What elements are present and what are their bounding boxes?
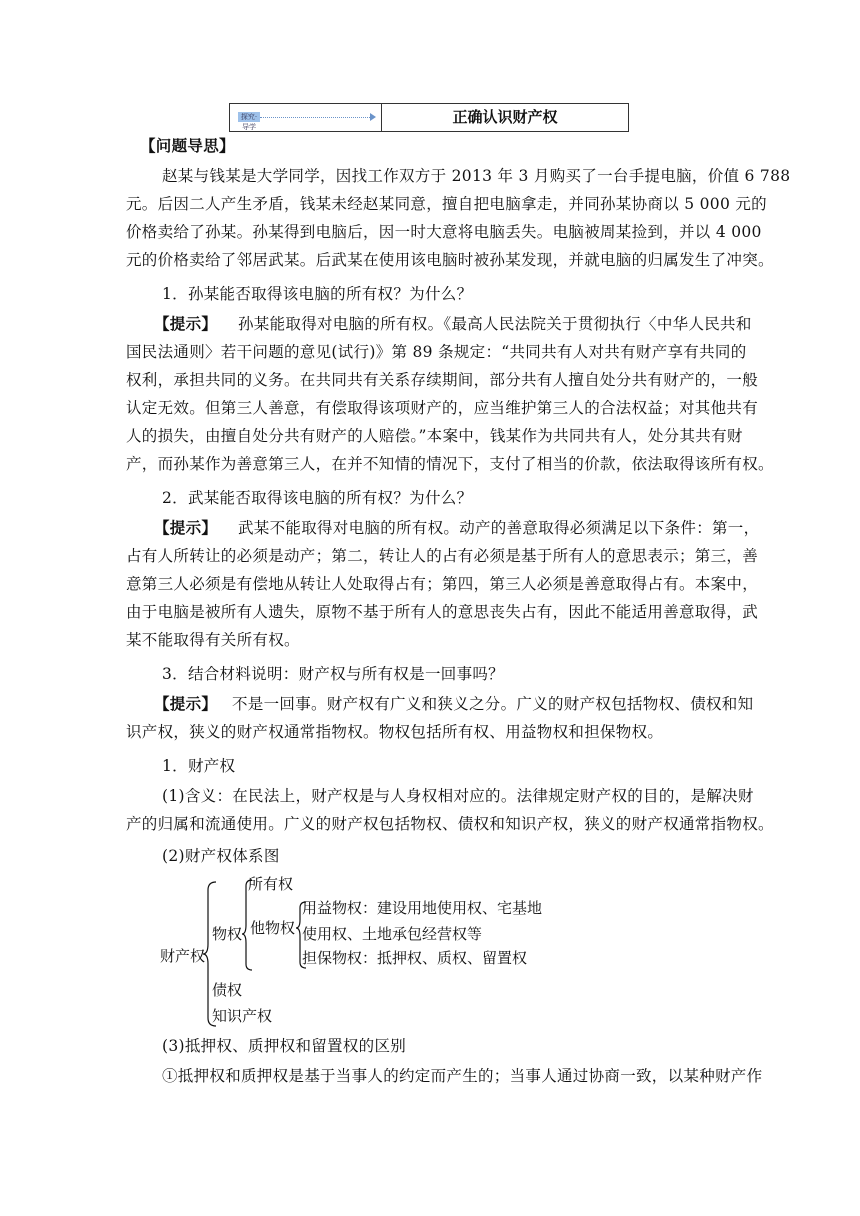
answer-line: 意第三人必须是有偿地从转让人处取得占有；第四，第三人必须是善意取得占有。本案中， [126, 575, 759, 593]
answer-line: 某不能取得有关所有权。 [126, 631, 300, 649]
diagram-yongyi-cont: 使用权、土地承包经营权等 [302, 925, 483, 943]
answer-line: 产，而孙某作为善意第三人，在并不知情的情况下，支付了相当的价款，依法取得该所有权。 [126, 455, 774, 473]
answer-line: 识产权，狭义的财产权通常指物权。物权包括所有权、用益物权和担保物权。 [126, 723, 664, 741]
case-line: 元。后因二人产生矛盾，钱某未经赵某同意，擅自把电脑拿走，并同孙某协商以 5 000 元的 [126, 195, 767, 213]
answer-line: 由于电脑是被所有人遗失，原物不基于所有人的意思丧失占有，因此不能适用善意取得，武 [126, 603, 759, 621]
diagram-zhishi: 知识产权 [212, 1007, 273, 1025]
section-tag: 探究·导学 [238, 112, 260, 122]
question-1: 1．孙某能否取得该电脑的所有权？为什么？ [162, 285, 473, 303]
answer-line: 武某不能取得对电脑的所有权。动产的善意取得必须满足以下条件：第一， [238, 519, 760, 537]
diagram-suoyouquan: 所有权 [248, 875, 294, 893]
answer-line: 认定无效。但第三人善意，有偿取得该项财产的，应当维护第三人的合法权益；对其他共有 [126, 399, 759, 417]
difference-heading: (3)抵押权、质押权和留置权的区别 [162, 1037, 407, 1055]
hint-label: 【提示】 [154, 518, 218, 537]
case-line: 元的价格卖给了邻居武某。后武某在使用该电脑时被孙某发现，并就电脑的归属发生了冲突。 [126, 251, 774, 269]
answer-line: 占有人所转让的必须是动产；第二，转让人的占有必须是基于所有人的意思表示；第三，善 [126, 547, 759, 565]
answer-line: 不是一回事。财产权有广义和狭义之分。广义的财产权包括物权、债权和知 [232, 695, 754, 713]
section-title: 正确认识财产权 [452, 108, 558, 126]
case-line: 价格卖给了孙某。孙某得到电脑后，因一时大意将电脑丢失。电脑被周某捡到，并以 4 000 [126, 223, 762, 241]
answer-line: 权利，承担共同的义务。在共同共有关系存续期间，部分共有人擅自处分共有财产的，一般 [126, 371, 759, 389]
hint-label: 【提示】 [154, 314, 218, 333]
question-guide-heading: 【问题导思】 [140, 136, 235, 155]
meaning-line: (1)含义：在民法上，财产权是与人身权相对应的。法律规定财产权的目的，是解决财 [162, 787, 754, 805]
question-2: 2．武某能否取得该电脑的所有权？为什么？ [162, 489, 473, 507]
difference-line: ①抵押权和质押权是基于当事人的约定而产生的；当事人通过协商一致，以某种财产作 [162, 1067, 763, 1085]
question-3: 3．结合材料说明：财产权与所有权是一回事吗？ [162, 665, 504, 683]
diagram-tawuquan: 他物权 [250, 919, 296, 937]
diagram-danbao: 担保物权：抵押权、质权、留置权 [302, 949, 528, 967]
answer-line: 国民法通则〉若干问题的意见(试行)》第 89 条规定：“共同共有人对共有财产享有共同的 [126, 343, 747, 361]
diagram-wuquan: 物权 [212, 925, 243, 943]
answer-line: 人的损失，由擅自处分共有财产的人赔偿。”本案中，钱某作为共同共有人，处分其共有财 [126, 427, 743, 445]
diagram-root: 财产权 [160, 947, 206, 965]
knowledge-heading: 1．财产权 [162, 757, 236, 775]
hint-label: 【提示】 [154, 694, 218, 713]
system-heading: (2)财产权体系图 [162, 847, 280, 865]
answer-line: 孙某能取得对电脑的所有权。《最高人民法院关于贯彻执行〈中华人民共和 [238, 315, 752, 333]
diagram-yongyi: 用益物权：建设用地使用权、宅基地 [302, 899, 543, 917]
diagram-zhaiquan: 债权 [212, 981, 243, 999]
meaning-line: 产的归属和流通使用。广义的财产权包括物权、债权和知识产权，狭义的财产权通常指物权。 [126, 815, 774, 833]
case-line: 赵某与钱某是大学同学，因找工作双方于 2013 年 3 月购买了一台手提电脑，价值 6 788 [162, 167, 791, 185]
